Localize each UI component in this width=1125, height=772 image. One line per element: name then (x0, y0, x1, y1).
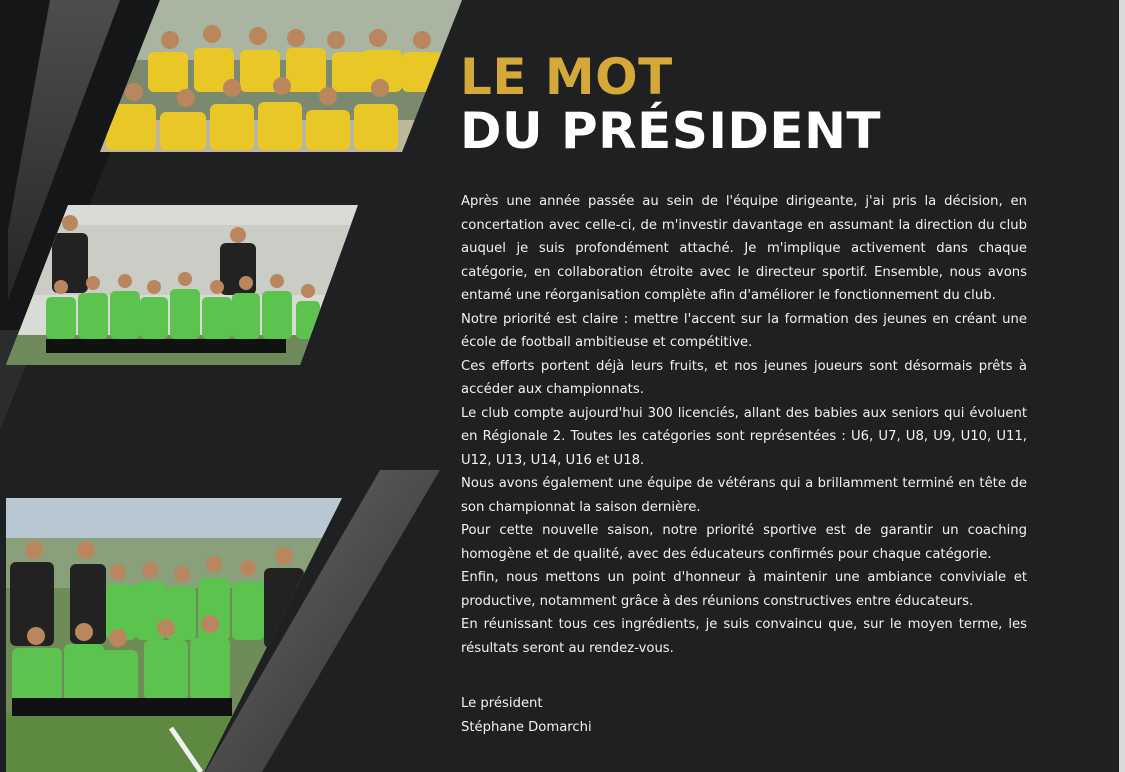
president-message (461, 190, 1027, 660)
paragraph-2: Notre priorité est claire : mettre l'accent sur la formation des jeunes en créant une école de football ambitieuse et compétitive. (461, 311, 1027, 350)
paragraph-1: Après une année passée au sein de l'équipe dirigeante, j'ai pris la décision, en concertation avec celle-ci, de m'investir davantage en assumant la direction du club auquel je suis profondément attaché. Je m'implique activement dans chaque catégorie, en collaboration étroite avec le directeur sportif. Ensemble, nous avons entamé une réorganisation complète afin d'améliorer le fonctionnement du club. (461, 194, 1027, 303)
title-line-1: LE MOT (460, 48, 673, 106)
signature-name: Stéphane Domarchi (461, 719, 592, 735)
signature-role: Le président (461, 696, 543, 711)
title-line-2: DU PRÉSIDENT (460, 102, 882, 160)
page-edge (1119, 0, 1125, 772)
paragraph-5: Nous avons également une équipe de vétérans qui a brillamment terminé en tête de son championnat la saison dernière. (461, 476, 1027, 515)
paragraph-4: Le club compte aujourd'hui 300 licenciés, allant des babies aux seniors qui évoluent en Régionale 2. Toutes les catégories sont représentées : U6, U7, U8, U9, U10, U11, U12, U13, U14, U16 et U18. (461, 405, 1027, 468)
paragraph-7: Enfin, nous mettons un point d'honneur à maintenir une ambiance conviviale et productive, notamment grâce à des réunions constructives entre éducateurs. (461, 570, 1027, 609)
paragraph-8: En réunissant tous ces ingrédients, je suis convaincu que, sur le moyen terme, les résultats seront au rendez-vous. (461, 617, 1027, 656)
team-photo-yellow (100, 0, 462, 152)
paragraph-6: Pour cette nouvelle saison, notre priorité sportive est de garantir un coaching homogène et de qualité, avec des éducateurs confirmés pour chaque catégorie. (461, 523, 1027, 562)
team-photo-green-1 (6, 205, 358, 365)
page-title (460, 48, 882, 160)
paragraph-3: Ces efforts portent déjà leurs fruits, et nos jeunes joueurs sont désormais prêts à accéder aux championnats. (461, 358, 1027, 397)
signature (461, 692, 592, 739)
